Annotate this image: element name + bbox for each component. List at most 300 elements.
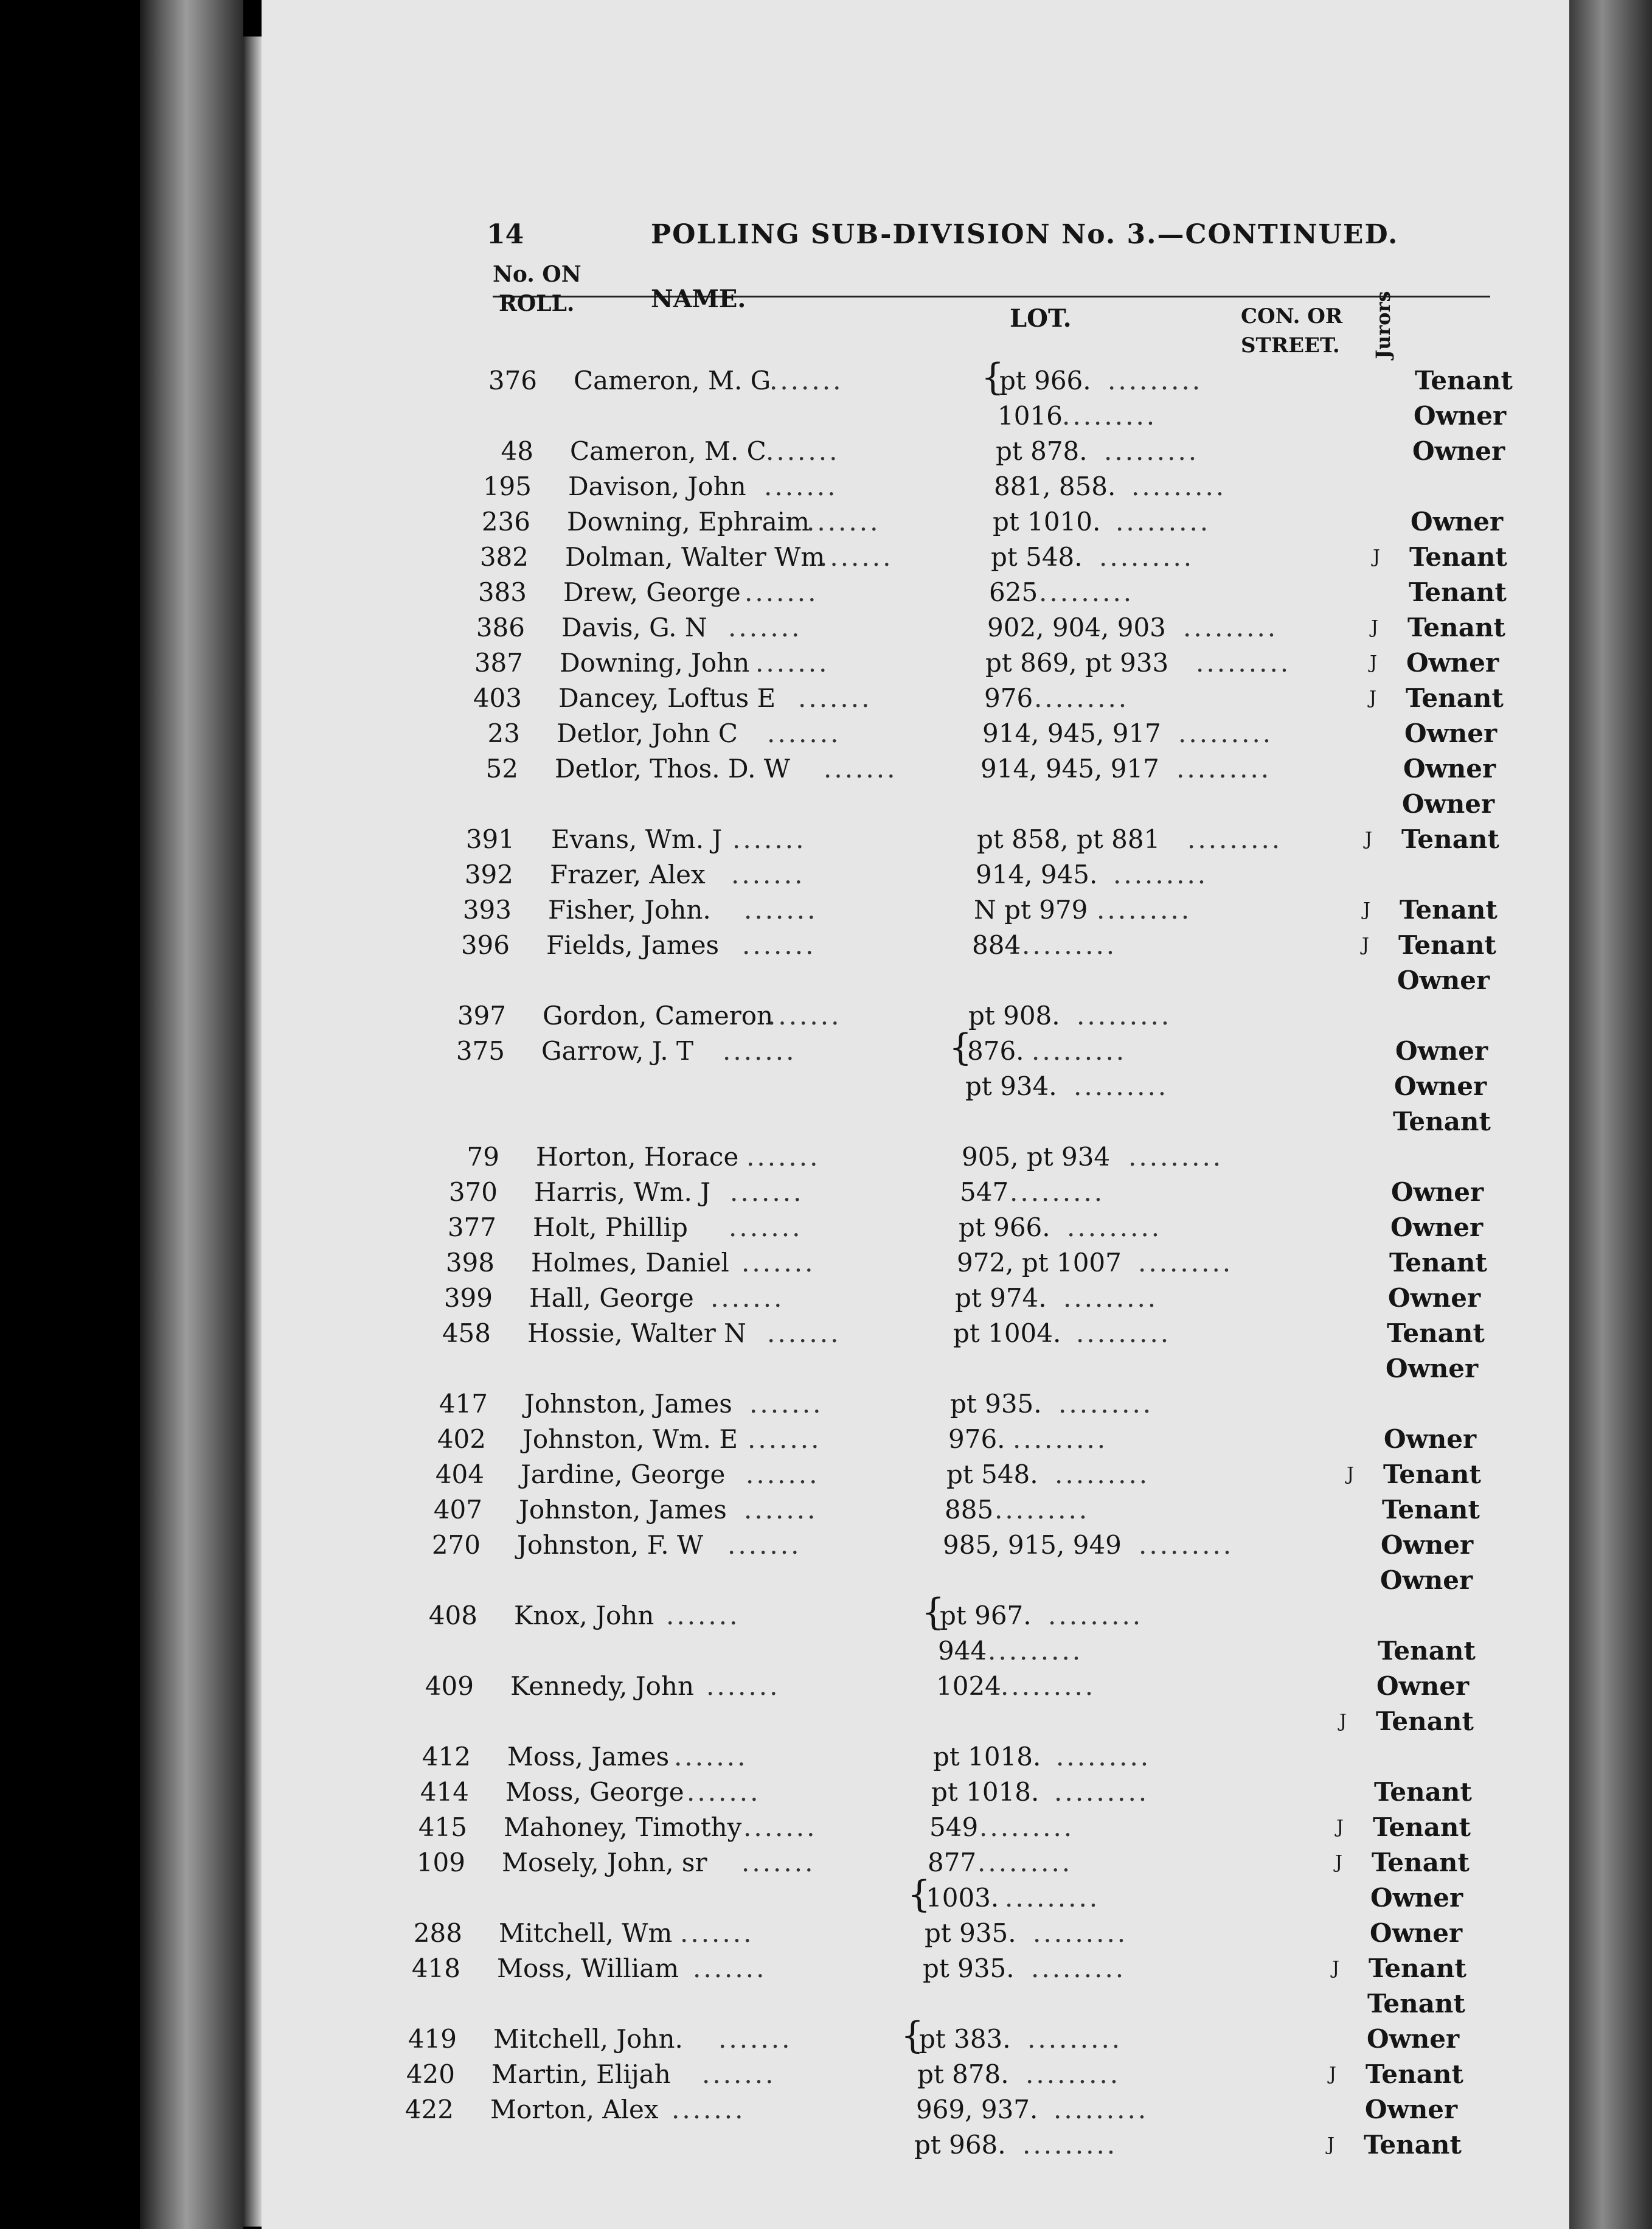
voter-name: Davison, John (568, 471, 746, 501)
voter-row (0, 2014, 1569, 2057)
lot-value: 625 (989, 577, 1038, 607)
dot-leader: ....... (680, 1918, 754, 1948)
juror-mark: J (1365, 829, 1373, 850)
voter-row (0, 612, 1569, 644)
dot-leader: ......... (1099, 542, 1195, 572)
voter-row (0, 1106, 1569, 1138)
dot-leader: ....... (718, 2024, 793, 2054)
roll-number: 52 (485, 754, 518, 784)
dot-leader: ......... (1062, 401, 1157, 431)
lot-value: pt 1018. (933, 1742, 1041, 1772)
dot-leader: ....... (819, 542, 894, 572)
voter-row (0, 2129, 1569, 2161)
lot-value: pt 974. (955, 1283, 1047, 1313)
voter-row (0, 1988, 1569, 2020)
voter-name: Johnston, James (524, 1389, 732, 1419)
dot-leader: ....... (744, 577, 819, 607)
voter-name: Fields, James (546, 930, 720, 960)
lot-value: pt 383. (919, 2024, 1011, 2054)
tenure-status: Tenant (1387, 1318, 1485, 1348)
dot-leader: ......... (1005, 1883, 1100, 1913)
voter-name: Kennedy, John (510, 1671, 695, 1701)
lot-value: pt 878. (917, 2059, 1009, 2089)
lot-value: pt 968. (914, 2130, 1006, 2160)
col-name: NAME. (651, 285, 746, 313)
dot-leader: ......... (1022, 930, 1117, 960)
tenure-status: Tenant (1393, 1107, 1491, 1136)
juror-mark: J (1339, 1711, 1347, 1732)
tenure-status: Owner (1380, 1565, 1473, 1595)
lot-value: 976. (948, 1424, 1005, 1454)
lot-value: 1016 (998, 401, 1063, 431)
tenure-status: Owner (1406, 648, 1499, 678)
roll-number: 414 (420, 1777, 469, 1807)
lot-value: pt 1004. (953, 1318, 1061, 1348)
voter-row (0, 1071, 1569, 1102)
col-con-line2: STREET. (1241, 333, 1340, 358)
dot-leader: ....... (687, 1777, 761, 1807)
dot-leader: ......... (1063, 1283, 1159, 1313)
tenure-status: Owner (1381, 1530, 1474, 1560)
voter-row (0, 1177, 1569, 1208)
tenure-status: Owner (1390, 1212, 1484, 1242)
tenure-status: Owner (1403, 754, 1496, 784)
lot-value: 969, 937. (916, 2095, 1038, 2124)
voter-row (0, 753, 1569, 785)
col-no-on-line2: ROLL. (499, 291, 575, 316)
tenure-status: Owner (1397, 965, 1490, 995)
roll-number: 408 (428, 1601, 477, 1630)
voter-row (0, 2094, 1569, 2126)
voter-name: Downing, Ephraim (567, 507, 810, 537)
tenure-status: Tenant (1409, 542, 1507, 572)
right-gutter (1569, 0, 1652, 2229)
roll-number: 419 (408, 2024, 457, 2054)
lot-value: 902, 904, 903 (987, 613, 1166, 642)
voter-row (0, 400, 1569, 432)
dot-leader: ......... (1183, 613, 1279, 642)
tenure-status: Tenant (1378, 1636, 1476, 1666)
roll-number: 396 (460, 930, 510, 960)
juror-mark: J (1363, 899, 1371, 920)
dot-leader: ....... (767, 1318, 841, 1348)
roll-number: 392 (464, 860, 513, 889)
tenure-status: Tenant (1376, 1706, 1474, 1736)
voter-row (0, 859, 1569, 891)
lot-value: 877 (928, 1848, 977, 1877)
tenure-status: Owner (1367, 2024, 1460, 2054)
tenure-status: Tenant (1374, 1777, 1472, 1807)
dot-leader: ......... (1196, 648, 1291, 678)
voter-row (0, 1424, 1569, 1455)
voter-name: Horton, Horace (536, 1142, 739, 1172)
voter-name: Fisher, John. (548, 895, 711, 925)
voter-row (0, 1212, 1569, 1243)
juror-mark: J (1371, 617, 1379, 638)
tenure-status: Owner (1411, 507, 1504, 537)
voter-row (0, 718, 1569, 749)
lot-value: 876. (967, 1036, 1024, 1066)
lot-value: pt 869, pt 933 (985, 648, 1169, 678)
roll-number: 393 (462, 895, 512, 925)
lot-value: pt 858, pt 881 (977, 824, 1161, 854)
tenure-status: Owner (1370, 1883, 1463, 1913)
dot-leader: ....... (702, 2059, 776, 2089)
voter-name: Frazer, Alex (550, 860, 706, 889)
dot-leader: ......... (1108, 366, 1203, 395)
dot-leader: ....... (744, 1495, 818, 1525)
roll-number: 418 (411, 1953, 460, 1983)
voter-name: Dolman, Walter Wm (565, 542, 825, 572)
dot-leader: ....... (729, 1212, 803, 1242)
dot-leader: ......... (1054, 1777, 1150, 1807)
roll-number: 403 (473, 683, 522, 713)
voter-name: Moss, James (507, 1742, 670, 1772)
tenure-status: Owner (1414, 401, 1507, 431)
roll-number: 407 (433, 1495, 482, 1525)
dot-leader: ......... (1187, 824, 1283, 854)
tenure-status: Tenant (1373, 1812, 1471, 1842)
dot-leader: ....... (742, 930, 816, 960)
dot-leader: ......... (1010, 1177, 1105, 1207)
voter-name: Evans, Wm. J (551, 824, 723, 854)
dot-leader: ......... (1056, 1742, 1151, 1772)
voter-name: Holmes, Daniel (531, 1248, 729, 1278)
dot-leader: ....... (732, 824, 807, 854)
tenure-status: Tenant (1366, 2059, 1463, 2089)
voter-row (0, 471, 1569, 502)
roll-number: 391 (465, 824, 515, 854)
dot-leader: ......... (1033, 1918, 1128, 1948)
tenure-status: Tenant (1389, 1248, 1487, 1278)
voter-row (0, 1741, 1569, 1773)
brace-mark: { (949, 1026, 973, 1069)
voter-row (0, 541, 1569, 573)
roll-number: 377 (447, 1212, 496, 1242)
dot-leader: ......... (1031, 1953, 1126, 1983)
lot-value: pt 878. (996, 436, 1088, 466)
header-rule (493, 296, 1490, 297)
dot-leader: ......... (1027, 2024, 1123, 2054)
lot-value: 881, 858. (994, 471, 1116, 501)
lot-value: 1024 (936, 1671, 1001, 1701)
lot-value: N pt 979 (974, 895, 1088, 925)
page-title: POLLING SUB-DIVISION No. 3.—CONTINUED. (651, 219, 1399, 250)
lot-value: pt 1018. (931, 1777, 1039, 1807)
voter-name: Martin, Elijah (491, 2059, 671, 2089)
dot-leader: ......... (1097, 895, 1192, 925)
lot-value: 914, 945, 917 (982, 718, 1161, 748)
voter-row (0, 1353, 1569, 1385)
roll-number: 399 (443, 1283, 493, 1313)
roll-number: 109 (416, 1848, 465, 1877)
voter-row (0, 788, 1569, 820)
dot-leader: ....... (766, 436, 840, 466)
dot-leader: ....... (769, 366, 844, 395)
tenure-status: Tenant (1369, 1953, 1466, 1983)
roll-number: 409 (425, 1671, 474, 1701)
voter-row (0, 2059, 1569, 2090)
dot-leader: ......... (1032, 1036, 1127, 1066)
voter-row (0, 1388, 1569, 1420)
page-number: 14 (487, 219, 524, 250)
voter-row (0, 356, 1569, 398)
dot-leader: ......... (1076, 1318, 1171, 1348)
lot-value: 549 (929, 1812, 979, 1842)
lot-value: 547 (960, 1177, 1009, 1207)
dot-leader: ....... (706, 1671, 780, 1701)
voter-name: Drew, George (563, 577, 741, 607)
juror-mark: J (1332, 1958, 1340, 1979)
roll-number: 375 (456, 1036, 505, 1066)
voter-name: Mitchell, Wm (499, 1918, 673, 1948)
voter-name: Dancey, Loftus E (558, 683, 776, 713)
lot-value: pt 1010. (993, 507, 1101, 537)
dot-leader: ....... (741, 1248, 816, 1278)
dot-leader: ....... (746, 1459, 820, 1489)
lot-value: pt 935. (925, 1918, 1016, 1948)
roll-number: 398 (445, 1248, 495, 1278)
dot-leader: ......... (1178, 718, 1274, 748)
dot-leader: ......... (1034, 683, 1130, 713)
dot-leader: ....... (798, 683, 872, 713)
lot-value: 885 (945, 1495, 994, 1525)
brace-mark: { (981, 356, 1005, 398)
roll-number: 383 (477, 577, 527, 607)
dot-leader: ....... (746, 1142, 821, 1172)
lot-value: pt 935. (923, 1953, 1015, 1983)
roll-number: 288 (413, 1918, 462, 1948)
voter-name: Moss, George (505, 1777, 684, 1807)
tenure-status: Owner (1376, 1671, 1470, 1701)
dot-leader: ....... (728, 613, 802, 642)
voter-name: Moss, William (497, 1953, 679, 1983)
voter-name: Mosely, John, sr (502, 1848, 707, 1877)
voter-name: Knox, John (514, 1601, 654, 1630)
tenure-status: Tenant (1372, 1848, 1470, 1877)
col-jurors: Jurors (1372, 291, 1395, 359)
voter-name: Detlor, John C (557, 718, 738, 748)
lot-value: pt 966. (999, 366, 1091, 395)
dot-leader: ......... (1139, 1530, 1234, 1560)
voter-name: Downing, John (560, 648, 750, 678)
voter-row (0, 1494, 1569, 1526)
voter-row (0, 647, 1569, 679)
tenure-status: Tenant (1383, 1459, 1481, 1489)
tenure-status: Tenant (1382, 1495, 1480, 1525)
voter-name: Jardine, George (521, 1459, 726, 1489)
dot-leader: ......... (1138, 1248, 1234, 1278)
voter-name: Harris, Wm. J (534, 1177, 711, 1207)
voter-name: Cameron, M. C (570, 436, 766, 466)
tenure-status: Tenant (1401, 824, 1499, 854)
dot-leader: ....... (666, 1601, 740, 1630)
voter-name: Johnston, F. W (517, 1530, 704, 1560)
juror-mark: J (1362, 934, 1370, 956)
juror-mark: J (1347, 1464, 1355, 1485)
tenure-status: Owner (1394, 1071, 1487, 1101)
roll-number: 376 (488, 366, 537, 395)
tenure-status: Tenant (1398, 930, 1496, 960)
voter-row (0, 824, 1569, 855)
dot-leader: ......... (1022, 2130, 1118, 2160)
voter-name: Johnston, James (519, 1495, 727, 1525)
dot-leader: ......... (1039, 577, 1134, 607)
brace-mark: { (901, 2014, 925, 2057)
dot-leader: ....... (767, 718, 841, 748)
lot-value: 914, 945, 917 (980, 754, 1159, 784)
dot-leader: ....... (807, 507, 881, 537)
dot-leader: ......... (1131, 471, 1227, 501)
lot-value: pt 908. (968, 1001, 1060, 1031)
dot-leader: ......... (977, 1848, 1073, 1877)
voter-row (0, 1591, 1569, 1633)
roll-number: 412 (422, 1742, 471, 1772)
tenure-status: Owner (1412, 436, 1505, 466)
juror-mark: J (1336, 1817, 1344, 1838)
tenure-status: Tenant (1415, 366, 1513, 395)
roll-number: 458 (442, 1318, 491, 1348)
voter-row (0, 1565, 1569, 1596)
voter-name: Garrow, J. T (541, 1036, 693, 1066)
brace-mark: { (921, 1591, 945, 1633)
lot-value: pt 966. (959, 1212, 1050, 1242)
roll-number: 387 (474, 648, 523, 678)
roll-number: 48 (501, 436, 533, 466)
voter-row (0, 577, 1569, 608)
voter-row (0, 965, 1569, 996)
voter-row (0, 1776, 1569, 1808)
dot-leader: ....... (755, 648, 830, 678)
lot-value: pt 548. (991, 542, 1083, 572)
dot-leader: ......... (1116, 507, 1211, 537)
voter-name: Mahoney, Timothy (504, 1812, 742, 1842)
roll-number: 404 (435, 1459, 484, 1489)
tenure-status: Owner (1402, 789, 1495, 819)
voter-row (0, 1873, 1569, 1916)
dot-leader: ....... (731, 860, 805, 889)
voter-name: Hall, George (529, 1283, 694, 1313)
roll-number: 23 (487, 718, 520, 748)
voter-row (0, 1000, 1569, 1032)
voter-name: Mitchell, John. (493, 2024, 683, 2054)
voter-row (0, 930, 1569, 961)
dot-leader: ....... (744, 895, 818, 925)
dot-leader: ......... (1053, 2095, 1149, 2124)
dot-leader: ......... (1077, 1001, 1172, 1031)
roll-number: 422 (404, 2095, 454, 2124)
voter-row (0, 436, 1569, 467)
roll-number: 397 (457, 1001, 506, 1031)
juror-mark: J (1373, 546, 1381, 568)
dot-leader: ......... (1128, 1142, 1224, 1172)
lot-value: pt 934. (965, 1071, 1057, 1101)
voter-row (0, 1918, 1569, 1949)
dot-leader: ......... (1055, 1459, 1150, 1489)
tenure-status: Owner (1384, 1424, 1477, 1454)
dot-leader: ......... (1048, 1601, 1144, 1630)
tenure-status: Tenant (1367, 1989, 1465, 2019)
voter-name: Hossie, Walter N (527, 1318, 746, 1348)
roll-number: 382 (479, 542, 529, 572)
dot-leader: ....... (672, 2095, 746, 2124)
dot-leader: ......... (1074, 1071, 1169, 1101)
voter-row (0, 1026, 1569, 1069)
voter-row (0, 1953, 1569, 1984)
roll-number: 415 (418, 1812, 467, 1842)
voter-name: Morton, Alex (490, 2095, 659, 2124)
tenure-status: Owner (1391, 1177, 1484, 1207)
lot-value: 944 (938, 1636, 987, 1666)
roll-number: 195 (482, 471, 532, 501)
dot-leader: ....... (768, 1001, 842, 1031)
voter-row (0, 506, 1569, 538)
roll-number: 79 (467, 1142, 499, 1172)
dot-leader: ....... (764, 471, 838, 501)
tenure-status: Owner (1395, 1036, 1488, 1066)
lot-value: pt 548. (946, 1459, 1038, 1489)
col-lot: LOT. (1010, 304, 1072, 333)
dot-leader: ....... (824, 754, 898, 784)
roll-number: 370 (448, 1177, 498, 1207)
voter-row (0, 1635, 1569, 1667)
voter-row (0, 894, 1569, 926)
voter-row (0, 1247, 1569, 1279)
col-no-on-line1: No. ON (493, 262, 581, 287)
dot-leader: ......... (979, 1812, 1075, 1842)
lot-value: 985, 915, 949 (943, 1530, 1122, 1560)
dot-leader: ....... (674, 1742, 748, 1772)
juror-mark: J (1335, 1852, 1343, 1873)
voter-row (0, 1812, 1569, 1843)
voter-name: Holt, Phillip (533, 1212, 688, 1242)
lot-value: 1003. (926, 1883, 999, 1913)
dot-leader: ......... (1058, 1389, 1154, 1419)
dot-leader: ....... (727, 1530, 802, 1560)
dot-leader: ......... (1104, 436, 1199, 466)
brace-mark: { (908, 1873, 931, 1916)
dot-leader: ......... (1026, 2059, 1121, 2089)
voter-name: Cameron, M. G (574, 366, 771, 395)
dot-leader: ....... (730, 1177, 804, 1207)
juror-mark: J (1369, 687, 1377, 709)
tenure-status: Tenant (1406, 683, 1504, 713)
lot-value: 972, pt 1007 (957, 1248, 1122, 1278)
voter-row (0, 1706, 1569, 1737)
voter-name: Davis, G. N (561, 613, 707, 642)
voter-row (0, 1847, 1569, 1879)
voter-name: Gordon, Cameron (543, 1001, 774, 1031)
dot-leader: ....... (749, 1389, 824, 1419)
tenure-status: Tenant (1400, 895, 1498, 925)
voter-row (0, 1141, 1569, 1173)
dot-leader: ....... (748, 1424, 822, 1454)
lot-value: 884 (972, 930, 1021, 960)
roll-number: 386 (476, 613, 525, 642)
juror-mark: J (1327, 2134, 1335, 2155)
dot-leader: ....... (693, 1953, 767, 1983)
dot-leader: ......... (1013, 1424, 1108, 1454)
dot-leader: ......... (994, 1495, 1090, 1525)
dot-leader: ......... (988, 1636, 1083, 1666)
lot-value: pt 935. (950, 1389, 1042, 1419)
tenure-status: Owner (1386, 1354, 1479, 1383)
col-con-line1: CON. OR (1241, 304, 1343, 329)
dot-leader: ......... (1176, 754, 1272, 784)
tenure-status: Tenant (1409, 577, 1507, 607)
dot-leader: ....... (741, 1848, 816, 1877)
tenure-status: Tenant (1364, 2130, 1462, 2160)
